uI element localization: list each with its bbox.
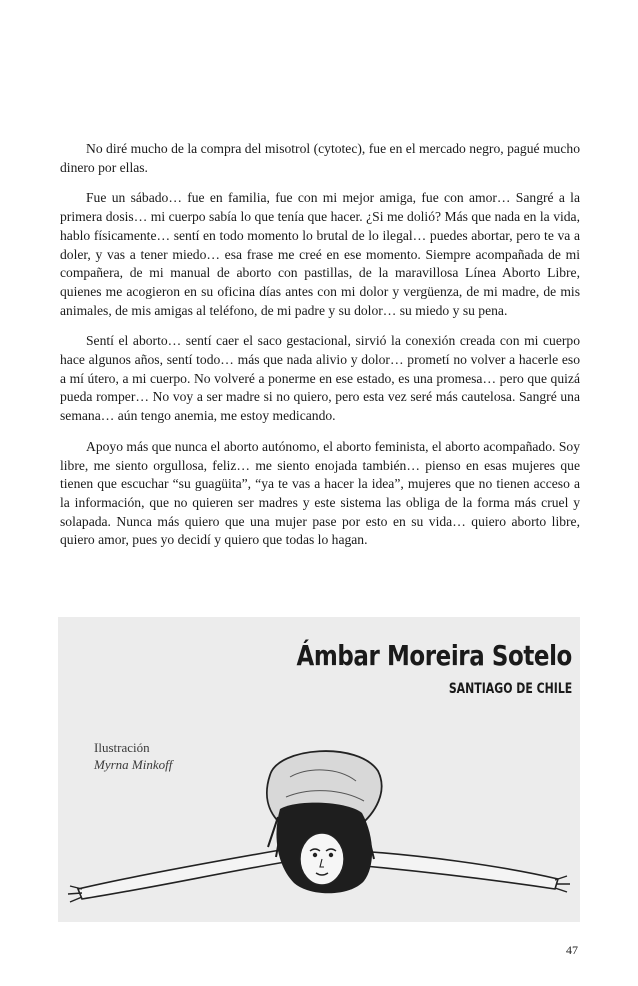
left-arm [78, 847, 304, 899]
author-city: SANTIAGO DE CHILE [448, 681, 572, 697]
paragraph: Sentí el aborto… sentí caer el saco gestacional, sirvió la conexión creada con mi cuerpo hace algunos años, sentí todo… más que nada alivio y dolor… prometí no volver a hacerle eso a mí útero, a mi cuerpo. No volveré a ponerme en ese estado, es una promesa… pero que quizá pueda romper… No voy a ser madre si no quiero, pero esta vez seré más cautelosa. Sangré una semana… aún tengo anemia, me estoy medicando. [60, 333, 580, 424]
illustration-panel [58, 617, 580, 922]
author-name: Ámbar Moreira Sotelo [296, 639, 572, 672]
right-arm [354, 851, 558, 889]
woman-drawing [58, 747, 580, 922]
page-number: 47 [566, 943, 578, 957]
credit-label: Ilustración [94, 740, 150, 755]
credit-artist: Myrna Minkoff [94, 757, 173, 772]
paragraph: Fue un sábado… fue en familia, fue con mi mejor amiga, fue con amor… Sangré a la primera dosis… mi cuerpo sabía lo que tenía que hacer. ¿Si me dolió? Más que nada en la vida, hablo físicamente… sentí en todo momento lo brutal de lo ilegal… puedes abortar, pero te va a doler, y vas a tener miedo… esa frase me creé en ese momento. Siempre acompañada de mi compañera, de mi manual de aborto con pastillas, de la maravillosa Línea Aborto Libre, quienes me acogieron en su oficina días antes con mi dolor y vergüenza, de mi madre, de mis animales, de mis amigas al teléfono, de mi padre y su dolor… su miedo y su pena. [60, 190, 580, 318]
body-text [60, 140, 580, 562]
paragraph: Apoyo más que nunca el aborto autónomo, el aborto feminista, el aborto acompañado. Soy libre, me siento orgullosa, feliz… me siento enojada también… pienso en esas mujeres que tienen que escuchar “su guagüita”, “ya te vas a hacer la idea”, mujeres que no tienen acceso a la información, que no quieren ser madres y este sistema las obliga de la forma más cruel y solapada. Nunca más quiero que una mujer pase por esto en su vida… quiero aborto libre, quiero amor, pues yo decidí y quiero que todas lo hagan. [60, 438, 580, 548]
paragraph: No diré mucho de la compra del misotrol (cytotec), fue en el mercado negro, pagué mucho dinero por ellas. [60, 141, 580, 175]
